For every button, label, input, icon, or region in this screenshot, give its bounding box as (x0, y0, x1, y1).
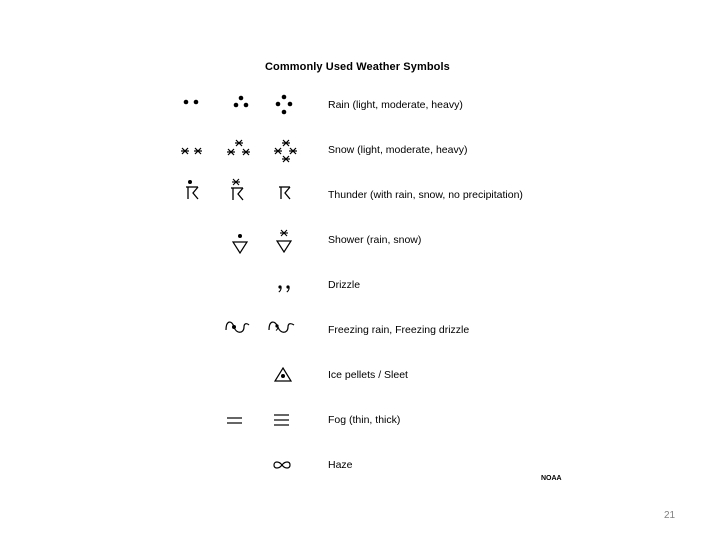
snow-shower-icon (273, 229, 295, 255)
page-number: 21 (664, 510, 676, 521)
page-title: Commonly Used Weather Symbols (265, 61, 450, 73)
fog-thick-icon (273, 412, 291, 428)
row-label-ice-pellets: Ice pellets / Sleet (328, 369, 408, 381)
rain-moderate-icon (230, 94, 252, 110)
row-label-freezing: Freezing rain, Freezing drizzle (328, 324, 470, 336)
row-label-rain: Rain (light, moderate, heavy) (328, 99, 463, 111)
thunder-rain-icon (183, 178, 203, 202)
drizzle-icon (274, 282, 294, 296)
row-label-thunder: Thunder (with rain, snow, no precipitation) (328, 189, 523, 201)
rain-light-icon (180, 96, 204, 108)
row-label-haze: Haze (328, 459, 353, 471)
haze-icon (271, 459, 293, 471)
freezing-drizzle-icon (267, 318, 297, 336)
rain-heavy-icon (273, 93, 295, 117)
row-label-fog: Fog (thin, thick) (328, 414, 401, 426)
rain-shower-icon (230, 232, 250, 256)
freezing-rain-icon (224, 318, 252, 336)
fog-thin-icon (226, 415, 244, 427)
ice-pellets-icon (273, 366, 293, 384)
snow-moderate-icon (224, 138, 254, 160)
source-credit: NOAA (541, 475, 562, 482)
row-label-snow: Snow (light, moderate, heavy) (328, 144, 468, 156)
row-label-shower: Shower (rain, snow) (328, 234, 422, 246)
thunder-icon (277, 185, 293, 201)
snow-light-icon (178, 144, 206, 158)
row-label-drizzle: Drizzle (328, 279, 361, 291)
thunder-snow-icon (228, 178, 248, 202)
snow-heavy-icon (271, 138, 301, 168)
